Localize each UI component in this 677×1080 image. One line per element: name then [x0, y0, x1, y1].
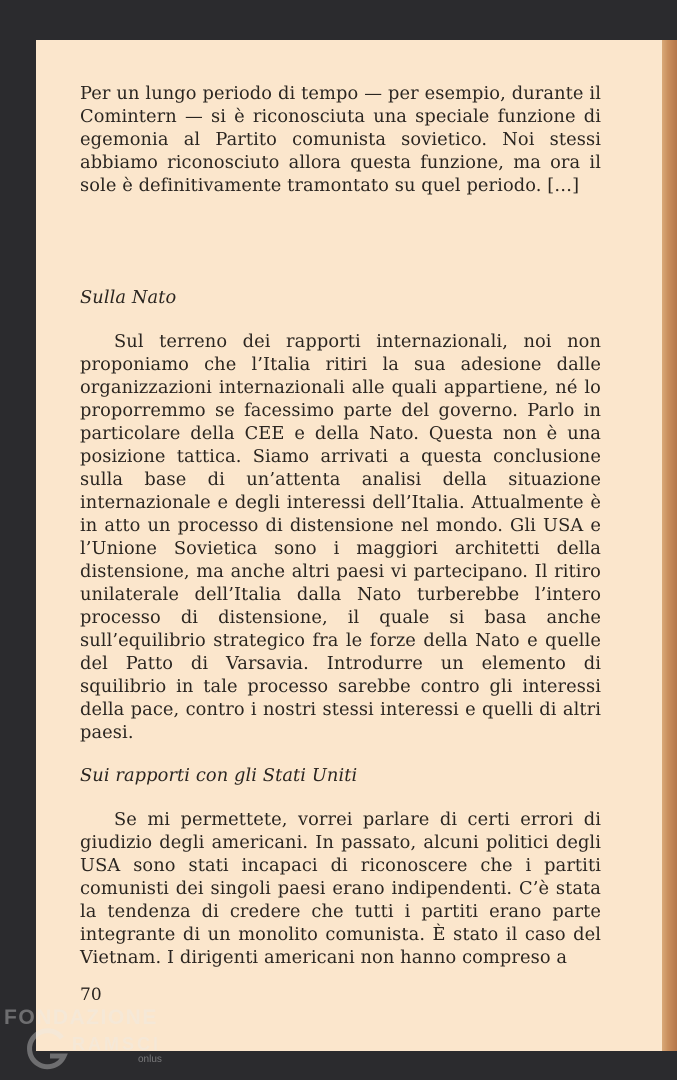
watermark-subtitle: RAMSCI [72, 1034, 161, 1054]
paragraph-stati-uniti: Se mi permettete, vorrei parlare di certi errori di giudizio degli americani. In passato, alcuni politici degli USA sono stati incapaci di riconoscere che i partiti comunisti dei singoli paesi erano indipendenti. C’è stata la tendenza di credere che tutti i partiti erano parte integrante di un monolito comunista. È stato il caso del Vietnam. I dirigenti americani non hanno compreso a [80, 809, 601, 968]
heading-stati-uniti: Sui rapporti con gli Stati Uniti [80, 765, 358, 786]
page-number: 70 [80, 985, 102, 1005]
watermark-onlus: onlus [138, 1054, 162, 1065]
page-edge [662, 40, 677, 1051]
paragraph-nato: Sul terreno dei rapporti internazionali, noi non proponiamo che l’Italia ritiri la sua adesione dalle organizzazioni internazionali alle quali appartiene, né lo proporremmo se facessimo parte del governo. Parlo in particolare della CEE e della Nato. Questa non è una posizione tattica. Siamo arrivati a questa conclusione sulla base di un’attenta analisi della situazione internazionale e degli interessi dell’Italia. Attualmente è in atto un processo di distensione nel mondo. Gli USA e l’Unione Sovietica sono i maggiori architetti della distensione, ma anche altri paesi vi partecipano. Il ritiro unilaterale dell’Italia dalla Nato turberebbe l’intero processo di distensione, il quale si basa anche sull’equilibrio strategico fra le forze della Nato e quelle del Patto di Varsavia. Introdurre un elemento di squilibrio in tale processo sarebbe contro gli interessi della pace, contro i nostri stessi interessi e quelli di altri paesi. [80, 331, 601, 743]
heading-sulla-nato: Sulla Nato [80, 287, 177, 308]
watermark-title: FONDAZIONE [4, 1006, 158, 1029]
gramsci-logo-icon [24, 1026, 70, 1072]
paragraph-comintern: Per un lungo periodo di tempo — per esempio, durante il Comintern — si è riconosciuta una speciale funzione di egemonia al Partito comunista sovietico. Noi stessi abbiamo riconosciuto allora questa funzione, ma ora il sole è definitivamente tramontato su quel periodo. […] [80, 83, 601, 196]
watermark [0, 1002, 240, 1080]
